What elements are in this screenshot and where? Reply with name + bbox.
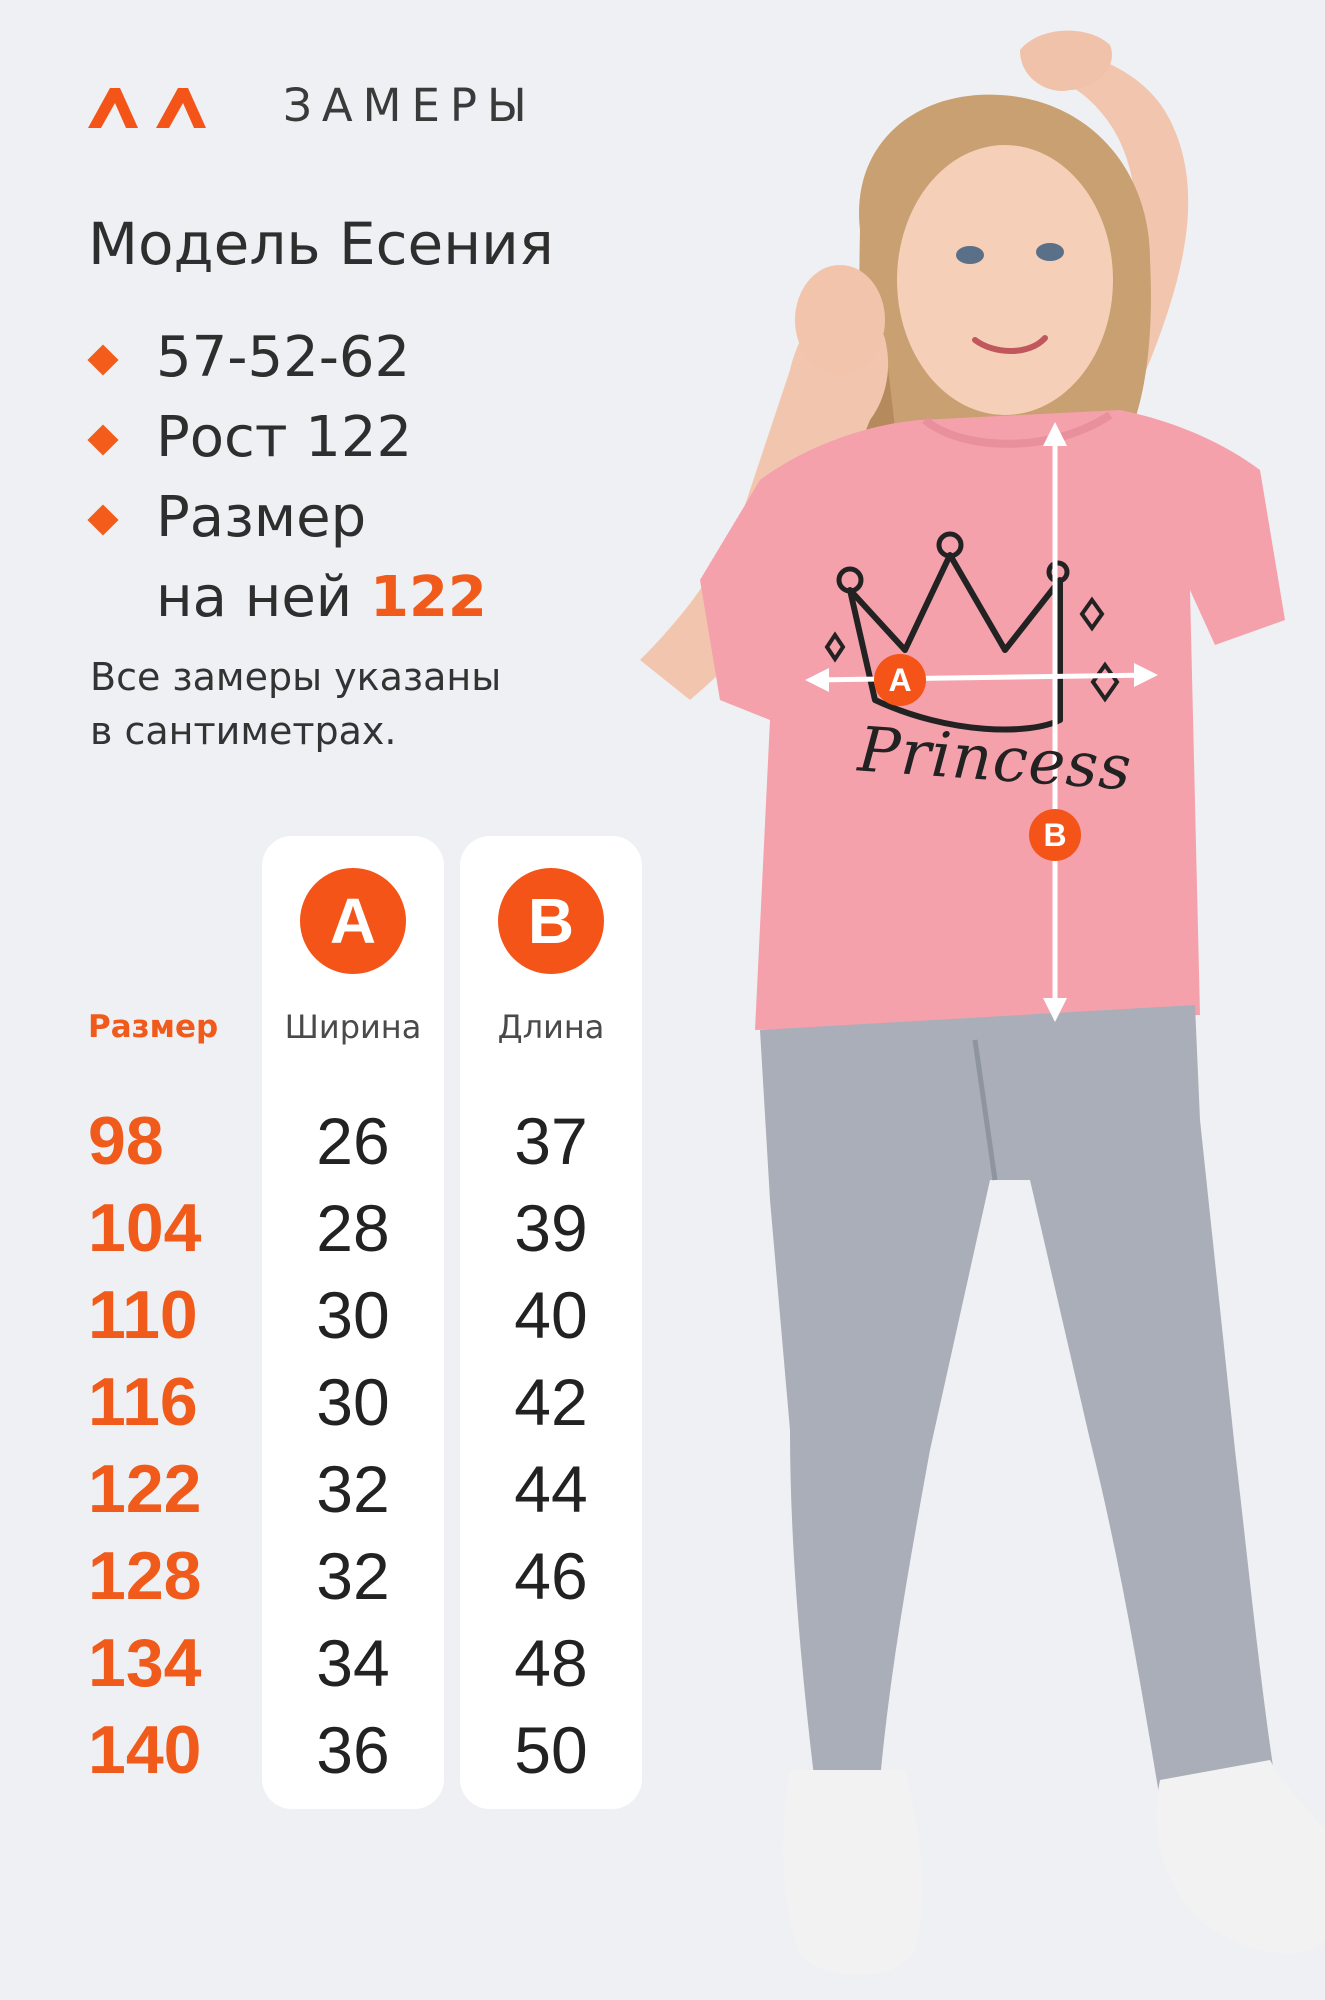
cell-size: 110 [88,1277,198,1353]
cell-size: 134 [88,1625,202,1701]
cell-width: 32 [316,1539,390,1613]
cell-size: 98 [88,1103,164,1179]
cell-size: 140 [88,1712,202,1788]
cell-length: 46 [514,1539,588,1613]
diamond-bullet-icon [87,504,118,535]
model-params-list [88,318,487,638]
cell-length: 44 [514,1452,588,1526]
table-row [0,1272,700,1359]
cell-width: 30 [316,1278,390,1352]
cell-length: 37 [514,1104,588,1178]
units-note: Все замеры указаны в сантиметрах. [90,655,502,753]
column-badge-a: A [300,868,406,974]
cell-size: 122 [88,1451,202,1527]
header-length: Длина [497,1008,605,1046]
page-title: ЗАМЕРЫ [283,79,537,132]
size-table [0,1098,700,1794]
param-measurements: 57-52-62 [88,318,487,398]
measure-marker-a: A [874,654,926,706]
cell-length: 40 [514,1278,588,1352]
param-height: Рост 122 [88,398,487,478]
cell-width: 34 [316,1626,390,1700]
param-size-on-her: на ней 122 [156,565,487,630]
table-row [0,1446,700,1533]
shirt-print-text: Princess [855,712,1135,805]
table-row [0,1098,700,1185]
cell-width: 32 [316,1452,390,1526]
cell-size: 128 [88,1538,202,1614]
cell-length: 39 [514,1191,588,1265]
cell-length: 48 [514,1626,588,1700]
cell-length: 50 [514,1713,588,1787]
header-size: Размер [88,1009,219,1045]
size-on-her-value: 122 [370,565,487,630]
diamond-bullet-icon [87,424,118,455]
column-badge-b: B [498,868,604,974]
cell-size: 116 [88,1364,198,1440]
param-size: Размер [88,478,487,558]
table-row [0,1707,700,1794]
double-chevron-logo-icon [86,84,222,130]
table-row [0,1359,700,1446]
table-row [0,1620,700,1707]
cell-width: 36 [316,1713,390,1787]
header-width: Ширина [284,1008,422,1046]
cell-width: 26 [316,1104,390,1178]
cell-size: 104 [88,1190,202,1266]
model-name: Модель Есения [88,210,554,278]
cell-width: 28 [316,1191,390,1265]
cell-length: 42 [514,1365,588,1439]
diamond-bullet-icon [87,344,118,375]
measure-marker-b: B [1029,809,1081,861]
table-row [0,1533,700,1620]
cell-width: 30 [316,1365,390,1439]
table-row [0,1185,700,1272]
